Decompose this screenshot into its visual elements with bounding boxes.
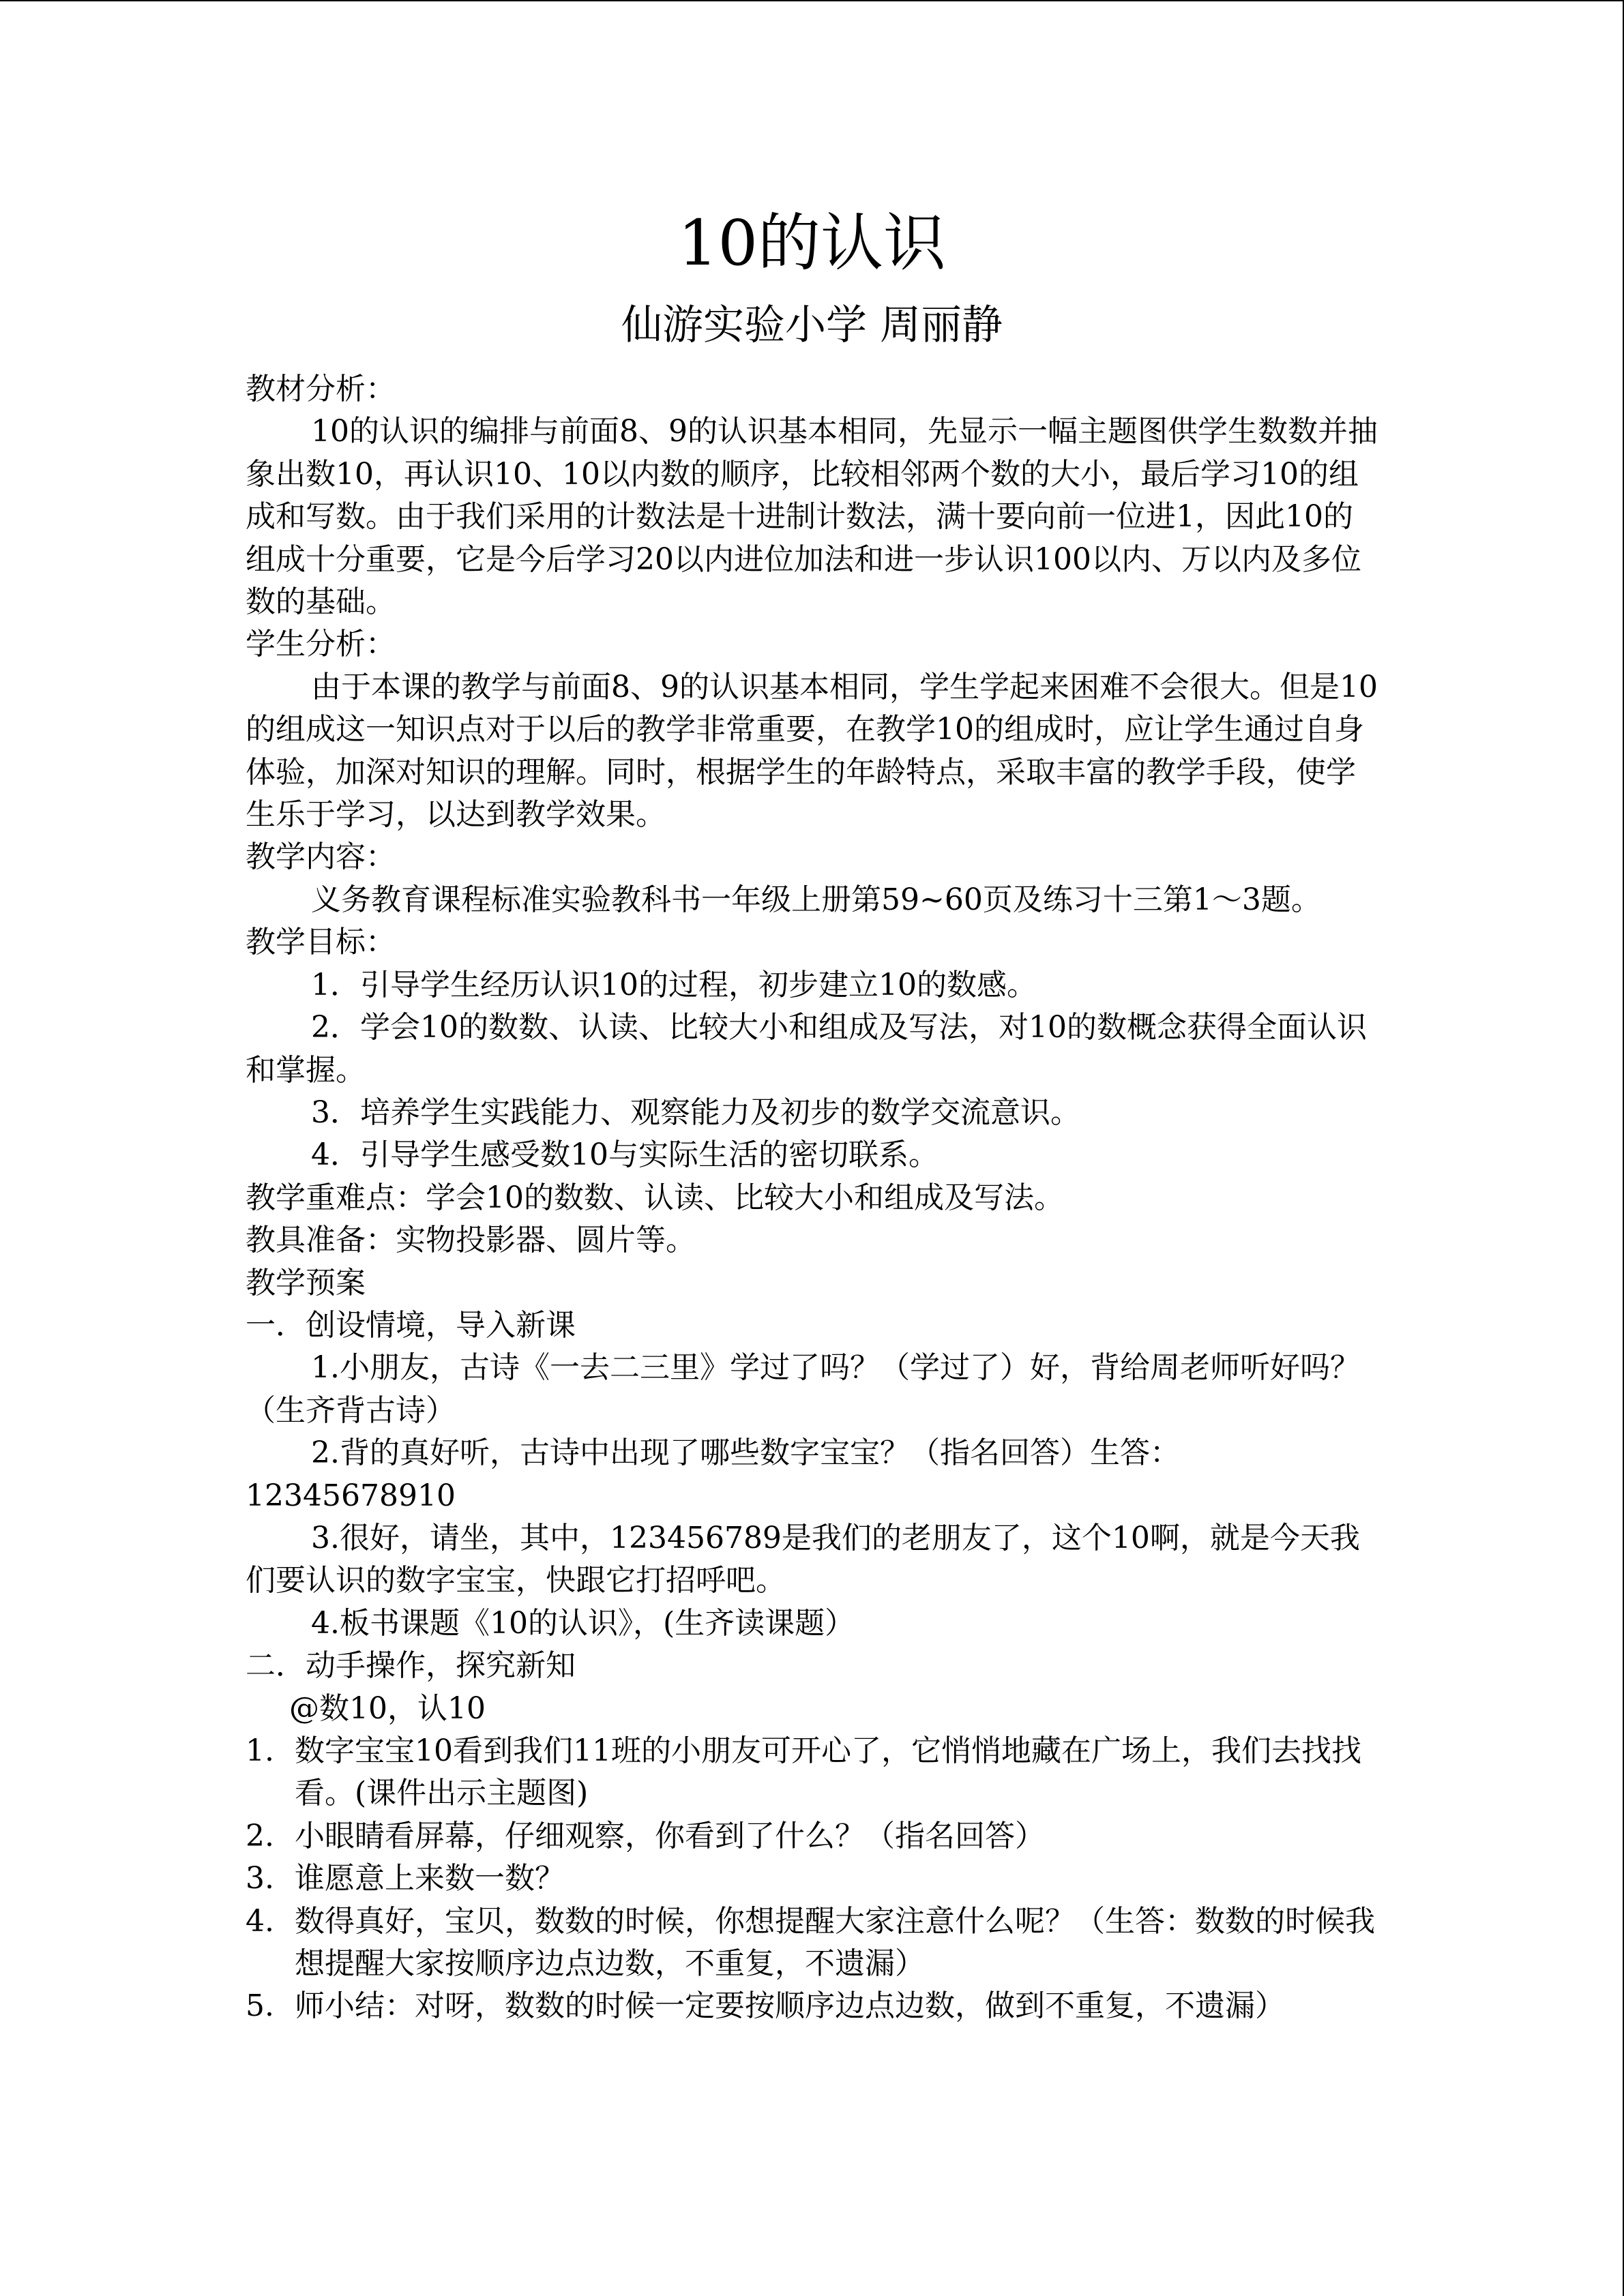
part2-steps-list	[246, 1730, 1381, 2028]
list-item	[246, 1815, 1381, 1858]
list-item-number: 5.	[246, 1988, 274, 2024]
goal-item: 2．学会10的数数、认读、比较大小和组成及写法，对10的数概念获得全面认识和掌握。	[246, 1010, 1367, 1088]
teaching-tools: 教具准备：实物投影器、圆片等。	[246, 1223, 696, 1258]
author-line: 仙游实验小学 周丽静	[621, 301, 1003, 349]
list-item	[246, 1730, 1381, 1815]
goal-item: 1．引导学生经历认识10的过程，初步建立10的数感。	[311, 967, 1037, 1002]
part1-item: 3.很好，请坐，其中，123456789是我们的老朋友了，这个10啊，就是今天我们要认识的数字宝宝，快跟它打招呼吧。	[246, 1520, 1360, 1598]
key-points: 教学重难点：学会10的数数、认读、比较大小和组成及写法。	[246, 1180, 1064, 1215]
content-heading: 教学内容：	[246, 839, 396, 875]
content-paragraph: 义务教育课程标准实验教科书一年级上册第59~60页及练习十三第1～3题。	[311, 882, 1321, 917]
list-item-number: 4.	[246, 1903, 274, 1939]
part2-subheading: @数10，认10	[289, 1690, 486, 1726]
student-heading: 学生分析：	[246, 627, 396, 662]
part2-heading: 二．动手操作，探究新知	[246, 1648, 576, 1684]
list-item-number: 1.	[246, 1733, 274, 1768]
list-item-number: 3.	[246, 1861, 274, 1896]
list-item-text: 谁愿意上来数一数？	[295, 1861, 565, 1896]
material-heading: 教材分析：	[246, 372, 396, 406]
document-title: 10的认识	[677, 207, 947, 280]
part1-item: 1.小朋友，古诗《一去二三里》学过了吗？（学过了）好，背给周老师听好吗？（生齐背古诗）	[246, 1350, 1360, 1428]
student-paragraph: 由于本课的教学与前面8、9的认识基本相同，学生学起来困难不会很大。但是10的组成这一知识点对于以后的教学非常重要，在教学10的组成时，应让学生通过自身体验，加深对知识的理解。同时，根据学生的年龄特点，采取丰富的教学手段，使学生乐于学习，以达到教学效果。	[246, 669, 1378, 833]
part1-item: 2.背的真好听，古诗中出现了哪些数字宝宝？（指名回答）生答：12345678910	[246, 1435, 1180, 1513]
plan-heading: 教学预案	[246, 1265, 366, 1300]
material-paragraph: 10的认识的编排与前面8、9的认识基本相同，先显示一幅主题图供学生数数并抽象出数10，再认识10、10以内数的顺序，比较相邻两个数的大小，最后学习10的组成和写数。由于我们采用的计数法是十进制计数法，满十要向前一位进1，因此10的组成十分重要，它是今后学习20以内进位加法和进一步认识100以内、万以内及多位数的基础。	[246, 414, 1378, 620]
goal-item: 3．培养学生实践能力、观察能力及初步的数学交流意识。	[311, 1094, 1080, 1130]
goal-item: 4．引导学生感受数10与实际生活的密切联系。	[311, 1137, 939, 1173]
document-body	[246, 368, 1381, 2028]
list-item-text: 师小结：对呀，数数的时候一定要按顺序边点边数，做到不重复，不遗漏）	[295, 1988, 1285, 2024]
list-item	[246, 1900, 1381, 1986]
list-item-text: 数得真好，宝贝，数数的时候，你想提醒大家注意什么呢？（生答：数数的时候我想提醒大家按顺序边点边数，不重复，不遗漏）	[295, 1903, 1375, 1982]
part1-heading: 一．创设情境，导入新课	[246, 1307, 576, 1343]
list-item-text: 小眼睛看屏幕，仔细观察，你看到了什么？（指名回答）	[295, 1818, 1045, 1853]
list-item	[246, 1858, 1381, 1900]
goals-heading: 教学目标：	[246, 925, 396, 960]
list-item-number: 2.	[246, 1818, 274, 1853]
part1-item: 4.板书课题《10的认识》，(生齐读课题）	[311, 1605, 855, 1641]
list-item	[246, 1985, 1381, 2027]
list-item-text: 数字宝宝10看到我们11班的小朋友可开心了，它悄悄地藏在广场上，我们去找找看。(课件出示主题图)	[295, 1733, 1361, 1811]
